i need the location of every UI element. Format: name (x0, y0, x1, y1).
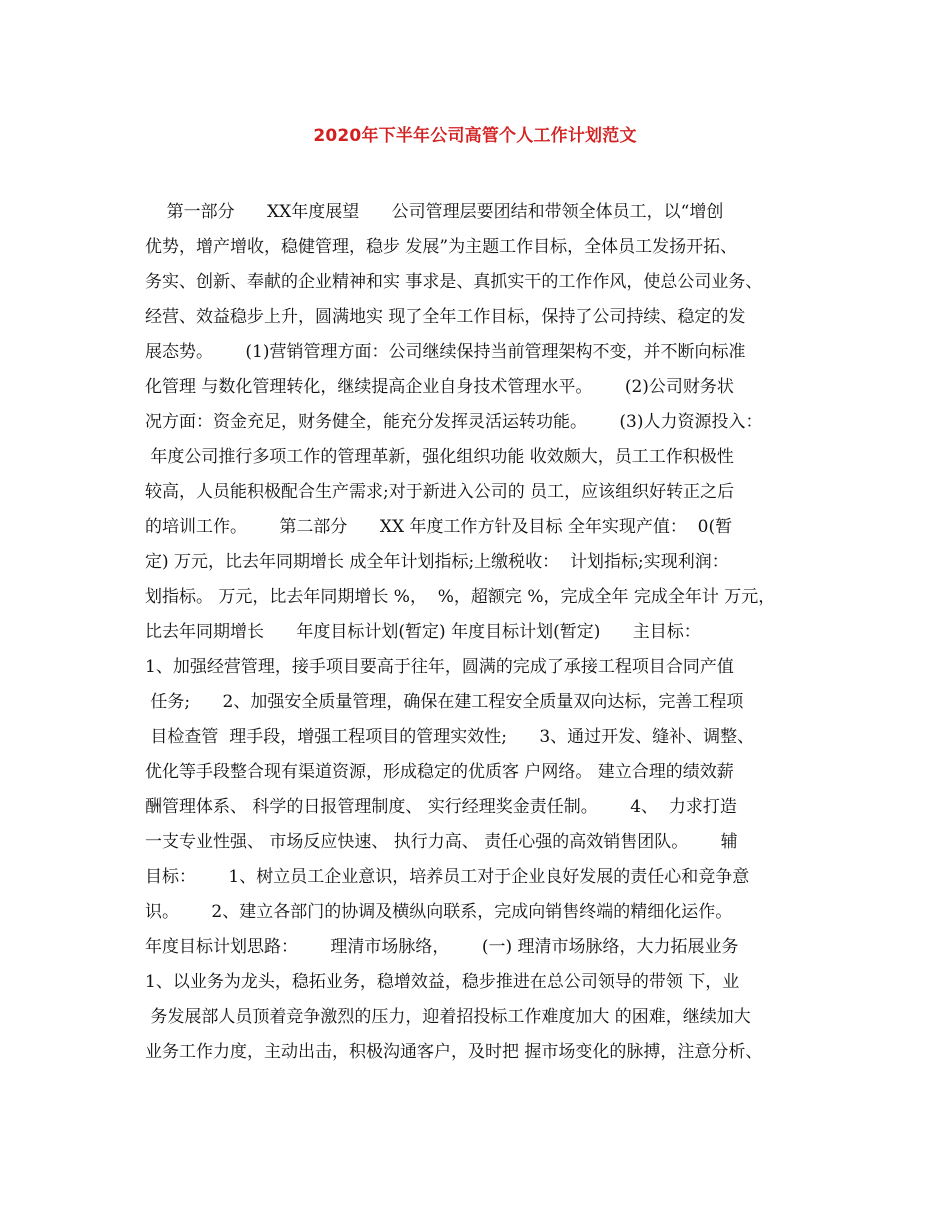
body-line: 酬管理体系、 科学的日报管理制度、 实行经理奖金责任制。 4、 力求打造 (145, 797, 737, 817)
body-line: 年度公司推行多项工作的管理革新，强化组织功能 收效颇大，员工工作积极性 (145, 447, 734, 467)
body-line: 划指标。 万元，比去年同期增长 %， %，超额完 %，完成全年 完成全年计 万元， (145, 587, 776, 607)
body-line: 年度目标计划思路： 理清市场脉络， (一) 理清市场脉络，大力拓展业务 (145, 937, 739, 957)
body-line: 任务; 2、加强安全质量管理，确保在建工程安全质量双向达标，完善工程项 (145, 692, 744, 712)
body-line: 况方面：资金充足，财务健全，能充分发挥灵活运转功能。 (3)人力资源投入： (145, 412, 763, 432)
body-line: 化管理 与数化管理转化，继续提高企业自身技术管理水平。 (2)公司财务状 (145, 377, 734, 397)
body-line: 第一部分 XX年度展望 公司管理层要团结和带领全体员工，以“增创 (145, 202, 724, 222)
body-line: 目检查管 理手段，增强工程项目的管理实效性; 3、通过开发、缝补、调整、 (145, 727, 755, 747)
body-line: 业务工作力度，主动出击，积极沟通客户，及时把 握市场变化的脉搏，注意分析、 (145, 1042, 763, 1062)
body-line: 较高，人员能积极配合生产需求;对于新进入公司的 员工，应该组织好转正之后 (145, 482, 735, 502)
body-line: 展态势。 (1)营销管理方面：公司继续保持当前管理架构不变，并不断向标准 (145, 342, 746, 362)
body-line: 识。 2、建立各部门的协调及横纵向联系，完成向销售终端的精细化运作。 (145, 902, 733, 922)
body-line: 优势，增产增收，稳健管理，稳步 发展”为主题工作目标，全体员工发扬开拓、 (145, 237, 738, 257)
document-title: 2020年下半年公司高管个人工作计划范文 (313, 126, 637, 146)
body-line: 务实、创新、奉献的企业精神和实 事求是、真抓实干的工作作风，使总公司业务、 (145, 272, 763, 292)
body-line: 优化等手段整合现有渠道资源，形成稳定的优质客 户网络。 建立合理的绩效薪 (145, 762, 734, 782)
body-line: 一支专业性强、 市场反应快速、 执行力高、 责任心强的高效销售团队。 辅 (145, 832, 738, 852)
body-line: 1、加强经营管理，接手项目要高于往年，圆满的完成了承接工程项目合同产值 (145, 657, 734, 677)
document-body (145, 195, 845, 1070)
body-line: 1、以业务为龙头，稳拓业务，稳增效益，稳步推进在总公司领导的带领 下，业 (145, 972, 740, 992)
body-line: 经营、效益稳步上升，圆满地实 现了全年工作目标，保持了公司持续、稳定的发 (145, 307, 746, 327)
body-line: 定) 万元，比去年同期增长 成全年计划指标;上缴税收： 计划指标;实现利润： (145, 552, 729, 572)
body-line: 务发展部人员顶着竞争激烈的压力，迎着招投标工作难度加大 的困难，继续加大 (145, 1007, 751, 1027)
body-line: 比去年同期增长 年度目标计划(暂定) 年度目标计划(暂定) 主目标： (145, 622, 701, 642)
body-line: 目标： 1、树立员工企业意识，培养员工对于企业良好发展的责任心和竞争意 (145, 867, 750, 887)
body-line: 的培训工作。 第二部分 XX 年度工作方针及目标 全年实现产值： 0(暂 (145, 517, 733, 537)
